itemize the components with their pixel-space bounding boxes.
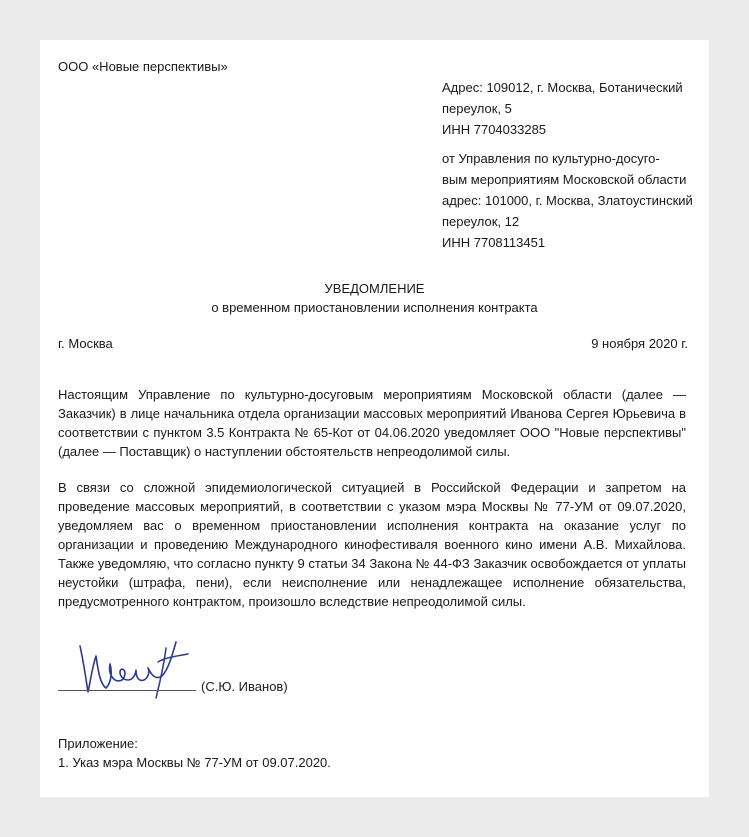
recipient-inn: ИНН 7704033285 bbox=[442, 122, 547, 137]
recipient-address-block bbox=[442, 77, 683, 140]
attachment-item: 1. Указ мэра Москвы № 77-УМ от 09.07.2020. bbox=[58, 755, 331, 770]
body-paragraph-2: В связи со сложной эпидемиологической ситуацией в Российской Федерации и запретом на проведение массовых мероприятий, в соответствии с указом мэра Москвы № 77-УМ от 09.07.2020, уведомляем вас о временном приостановлении исполнения контракта на оказание услуг по организации и проведению Международного кинофестиваля военного кино имени А.В. Михайлова. Также уведомляю, что согласно пункту 9 статьи 34 Закона № 44-ФЗ Заказчик освобождается от уплаты неустойки (штрафа, пени), если неисполнение или ненадлежащее исполнение обязательства, предусмотренного контрактом, произошло вследствие непреодолимой силы. bbox=[58, 480, 686, 609]
document-page bbox=[40, 40, 709, 797]
signature-line bbox=[58, 690, 196, 691]
sender-line1: от Управления по культурно-досуго- bbox=[442, 151, 660, 166]
body-paragraph-1: Настоящим Управление по культурно-досуговым мероприятиям Московской области (далее — Заказчик) в лице начальника отдела организации массовых мероприятий Иванова Сергея Юрьевича в соответствии с пунктом 3.5 Контракта № 65-Кот от 04.06.2020 уведомляет ООО "Новые перспективы" (далее — Поставщик) о наступлении обстоятельств непреодолимой силы. bbox=[58, 387, 686, 459]
sender-inn: ИНН 7708113451 bbox=[442, 235, 546, 250]
signatory-name: (С.Ю. Иванов) bbox=[201, 679, 288, 694]
document-city: г. Москва bbox=[58, 336, 113, 351]
signature-block bbox=[58, 636, 378, 706]
sender-line3: адрес: 101000, г. Москва, Златоустинский bbox=[442, 193, 693, 208]
recipient-address-line2: переулок, 5 bbox=[442, 101, 512, 116]
sender-line2: вым мероприятиям Московской области bbox=[442, 172, 687, 187]
document-title: УВЕДОМЛЕНИЕ bbox=[324, 281, 425, 296]
document-subtitle: о временном приостановлении исполнения контракта bbox=[211, 300, 538, 315]
recipient-address-line1: Адрес: 109012, г. Москва, Ботанический bbox=[442, 80, 683, 95]
document-date: 9 ноября 2020 г. bbox=[591, 336, 688, 351]
sender-block bbox=[442, 148, 693, 253]
sender-line4: переулок, 12 bbox=[442, 214, 520, 229]
attachment-title: Приложение: bbox=[58, 736, 138, 751]
recipient-organization: ООО «Новые перспективы» bbox=[58, 59, 228, 74]
